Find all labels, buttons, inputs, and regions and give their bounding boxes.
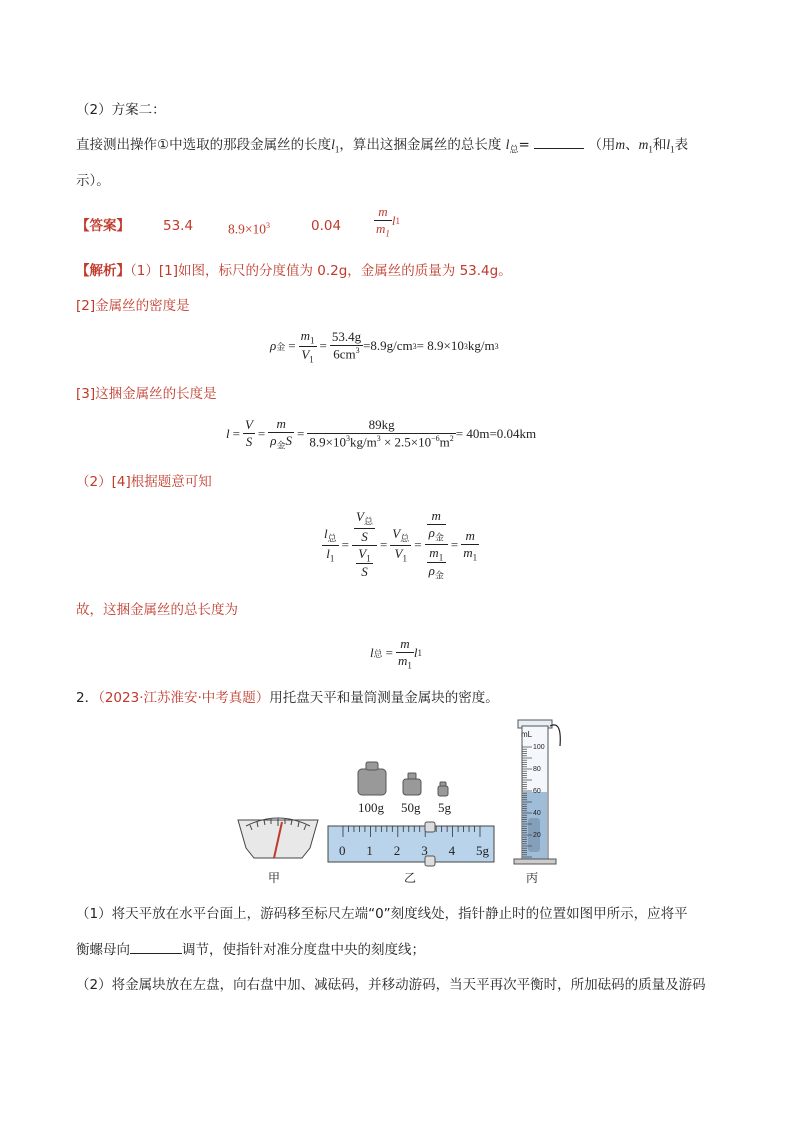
weights	[358, 762, 448, 796]
analysis-line3: [3]这捆金属丝的长度是	[76, 386, 217, 402]
cylinder-tick-label: 100	[533, 744, 545, 751]
question2-part1-line1: （1）将天平放在水平台面上，游码移至标尺左端“0”刻度线处，指针静止时的位置如图甲所示，应将平	[76, 906, 688, 922]
answer-blank[interactable]	[534, 136, 584, 149]
cylinder-tick-label: 60	[533, 788, 541, 795]
dial-jia	[238, 818, 318, 858]
scale-tick-label: 4	[448, 843, 456, 858]
scale-tick-label: 1	[366, 843, 373, 858]
weight-label-50: 50g	[401, 800, 421, 815]
cylinder-tick-label: 40	[533, 810, 541, 817]
cylinder-tick-label: 80	[533, 766, 541, 773]
scale-tick-label: 5g	[476, 843, 489, 858]
length-equation: l = $\frac{V}{S}$ = $\frac{m}{\rho_金S}$ = $\frac{89kg}{8.9\times 10^3kg/m^3 \times 2.5\times 10^{-6}m^2}$ = 40m=0.04km	[226, 416, 537, 451]
question2-part2-line1: （2）将金属块放在左盘，向右盘中加、减砝码，并移动游码，当天平再次平衡时，所加砝码的质量及游码	[76, 977, 706, 993]
label-yi: 乙	[404, 871, 417, 885]
label-bing: 丙	[526, 871, 539, 885]
analysis-line2: [2]金属丝的密度是	[76, 298, 190, 314]
part2-line2: 示）。	[76, 173, 110, 189]
beam-scale	[328, 822, 494, 866]
analysis-line5: 故，这捆金属丝的总长度为	[76, 602, 238, 618]
balance-figure	[230, 718, 590, 890]
answer-label: 【答案】	[76, 218, 130, 234]
answer-value-1: 53.4	[163, 218, 194, 234]
label-jia: 甲	[268, 871, 281, 885]
answer-value-2: $8.9\times 10^3$	[228, 221, 270, 237]
answer-value-3: 0.04	[311, 218, 342, 234]
answer-blank-2[interactable]	[130, 941, 182, 954]
part2-heading: （2）方案二：	[76, 102, 166, 118]
cylinder-unit: mL	[521, 730, 533, 739]
scale-tick-label: 3	[421, 843, 428, 858]
part2-line1: 直接测出操作①中选取的那段金属丝的长度$l_1$，算出这捆金属丝的总长度 $l_总=$ （用m、$m_1$和$l_1$表	[76, 137, 689, 156]
total-length-equation: l 总 = $\frac{m}{m_1}$ l 1	[370, 636, 422, 671]
question2-header: 2．（2023·江苏淮安·中考真题）用托盘天平和量筒测量金属块的密度。	[76, 690, 499, 706]
cylinder-tick-label: 20	[533, 832, 541, 839]
density-equation: ρ 金 = $\frac{m_1}{V_1}$ = $\frac{53.4g}{6cm^3}$ =8.9g/cm 3 = 8.9×10 3 kg/m 3	[270, 328, 499, 365]
question2-part1-line2: 衡螺母向 调节，使指针对准分度盘中央的刻度线；	[76, 942, 425, 958]
weight-label-5: 5g	[438, 800, 451, 815]
weight-label-100: 100g	[358, 800, 384, 815]
scale-tick-label: 2	[393, 843, 401, 858]
scale-tick-label: 0	[339, 843, 346, 858]
analysis-line4: （2）[4]根据题意可知	[76, 474, 212, 490]
answer-value-4: $\frac{m}{m_1}$ l 1	[376, 204, 401, 239]
ratio-equation: $\frac{l_总}{l_1}$ = $\frac{\frac{V_总}{S}}{\frac{V_1}{S}}$ = $\frac{V_总}{V_1}$ = $\frac{\frac{m}{\rho_金}}{\frac{m_1}{\rho_金}}$ = $\frac{m}{m_1}$	[324, 508, 478, 581]
analysis-line1: 【解析】（1）[1]如图，标尺的分度值为 0.2g，金属丝的质量为 53.4g。	[76, 263, 512, 279]
